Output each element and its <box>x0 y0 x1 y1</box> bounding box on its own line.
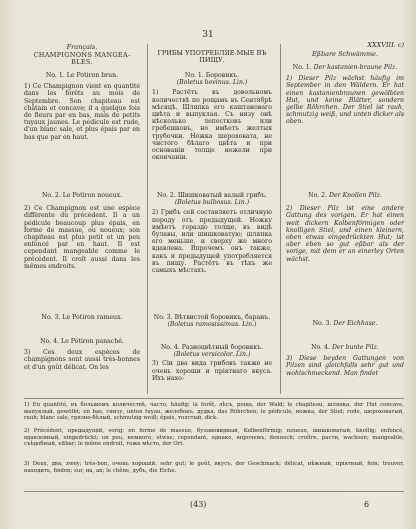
page-number-top: 31 <box>202 30 214 40</box>
text-columns <box>24 42 404 397</box>
entry-name: Der kastanien-braune Pilz. <box>313 64 398 71</box>
entry-number: No. 1. <box>292 64 312 71</box>
entry-number: No. 3. <box>41 314 61 321</box>
entry <box>286 64 404 126</box>
entry-text: 3) Diese beyden Gattungen von Pilzen sind gleichfalls sehr gut und wohlschmeckend. Man findet <box>286 355 404 377</box>
signature-mark: 6 <box>364 500 370 509</box>
entry-text: 2) Ce Champignon est une espèce différente du précédent. Il a un pédicule beaucoup plus épais, en forme de massue, ou noueux; son chapiteau est plus petit et un peu enfoncé par en haut. Il est cependant mangeable comme le précédent. Il croît aussi dans les mêmes endroits. <box>24 205 140 270</box>
entry-text: 2) Грибъ сей составляетъ отличную породу отъ предыдущей. Ножку имѣетъ гораздо толще, въ видѣ булавы, или шишковатую; шляпка его меньше, и сверху же много вдавлена. Впрочемъ онъ также, какъ и предыдущей употребляется въ пищу. Растётъ въ тѣхъ же самыхъ мѣстахъ. <box>152 209 272 275</box>
entry <box>152 314 272 328</box>
entry-text: 3) Ces deux espèces de champignons sont aussi très-bonnes et d'un goût délicat. On les <box>24 349 140 371</box>
german-column <box>286 42 404 397</box>
entry <box>286 320 404 327</box>
entry-number: No. 1. <box>184 72 204 79</box>
entry <box>24 338 140 371</box>
entry-name: Der Knollen Pilz. <box>329 192 382 199</box>
page-number-bottom: (43) <box>190 500 207 509</box>
latin-name: (Boletus versicolor. Lin.) <box>173 351 251 359</box>
section-title: CHAMPIGNONS MANGEA-BLES. <box>33 51 131 67</box>
entry <box>152 344 272 382</box>
entry <box>24 192 140 270</box>
latin-name: (Boletus bulbosus. Lin.) <box>174 199 250 207</box>
entry-name: Вѣтвистой боровикъ, баранъ. <box>174 314 271 321</box>
latin-name: (Boletus bovinus. Lin.) <box>176 79 248 87</box>
french-column <box>24 42 140 397</box>
entry-number: No. 3. <box>153 314 173 321</box>
entry-number: No. 2. <box>308 192 328 199</box>
section-header: XXXVIII. c) <box>367 41 404 49</box>
entry-number: No. 3. <box>312 320 332 327</box>
footnote: 2) Précédent, предыдущій, vorig; en forme de massue, булавовидный, Kolbenförmig; noueux, шишковатый, knollig; enfoncé, вдавленный, eingedrückt; un peu, немного, etwas; cependant, однако, впрочемъ, dennoch; croître, расти, wachsen; mangeable, съѣдобный, eßbar; le même endroit, тоже мѣсто, der Ort. <box>24 428 404 448</box>
entry-name: Le Potiron rameux. <box>62 314 123 321</box>
entry-text: 1) Ce Champignon vient en quantité dans les forêts au mois de Septembre. Son chapiteau est châtain et concave; il a quelque fois de fleurs par en bas, mais de petits tuyaux jaunes. Le pédicule est rude, d'un blanc sale, et plus épais par en bas que par en haut. <box>24 83 140 141</box>
entry-text: 3) Сіи два вида грибовъ также не очень хороши и пріятнаго вкуса. Ихъ нахо- <box>152 360 272 382</box>
footnote: 3) Deux, два, zwey; très-bon, очень хорошій, sehr gut; le goût, вкусъ, der Geschmack; délicat, нѣжный, пріятный, fein; trouver, находить, finden; sur, на, an; le chêne, дубъ, die Eiche. <box>24 461 404 474</box>
entry <box>24 72 140 141</box>
footnote-separator <box>24 398 404 399</box>
entry-name: Le Potiron noueux. <box>62 192 123 199</box>
russian-column <box>152 42 272 397</box>
entry <box>152 72 272 161</box>
entry-name: Le Potiron panaché. <box>60 338 124 345</box>
footnote: 1) En quantité, въ большомъ количествѣ, часто, häufig; la forêt, лѣсъ, роща, der Wald; le chapiteau, шляпка, der Hut concave, выпуклый, gewölbt; en bas, снизу, unten tuyau, желобокъ, дудка, das Röhrchen; le pédicule, ножка, der Stiel; rude, шероховатый, rauh; blanc sale, грязно-бѣлый, schmutzig weiß; épais, толстый, dick. <box>24 402 404 422</box>
bottom-rule <box>24 491 404 492</box>
entry-text: 1) Растётъ въ довольномъ количествѣ по рощамъ въ Сентябрѣ мѣсяцѣ. Шляпка его каштановаго цвѣта и выпуклая. Съ низу онѣ нѣсколько лепестковъ или гребешковъ, но имѣетъ желтыя трубочки. Ножка шероховата, не чистого бѣлаго цвѣта и при основаніи толще нежели при окончаніи. <box>152 89 272 162</box>
entry-name: Le Potiron brun. <box>66 72 119 79</box>
entry-number: No. 4. <box>40 338 59 345</box>
entry <box>152 192 272 274</box>
entry-number: No. 4. <box>160 344 180 351</box>
entry-name: Der Eichhase. <box>333 320 378 327</box>
entry-name: Разноцвѣтный боровикъ. <box>181 344 264 351</box>
entry-name: Der bunte Pilz. <box>331 344 379 351</box>
entry <box>24 314 140 321</box>
entry-number: No. 1. <box>45 72 65 79</box>
entry-number: No. 2. <box>41 192 61 199</box>
entry-number: No. 4. <box>311 344 330 351</box>
entry <box>286 344 404 377</box>
entry-name: Боровикъ. <box>205 72 240 79</box>
section-title: Eßbare Schwämme. <box>311 50 379 58</box>
section-label: Français. <box>66 43 98 51</box>
section-title: ГРИБЫ УПОТРЕБЛЯЕ-МЫЕ ВЪ ПИЩУ. <box>157 49 267 65</box>
entry-name: Шишковатый валый грибъ. <box>177 192 268 199</box>
entry <box>286 192 404 263</box>
entry-number: No. 2. <box>156 192 176 199</box>
latin-name: (Boletus ramosissimus. Lin.) <box>167 321 257 329</box>
entry-text: 2) Dieser Pilz ist eine andere Gattung des vorigen. Er hat einen weit dickern Kolbenförmigen oder knolligen Stiel, und einen kleinern, oben etwas eingedrückten Hut; ist aber eben so gut eßbar als der vorige, mit dem er an einerley Orten wächst. <box>286 205 404 263</box>
entry-text: 1) Dieser Pilz wächst häufig im September in den Wäldern. Er hat einen kastanienbraunen gewölbten Hut, und keine Blätter, sondern gelbe Röhrchen. Der Stiel ist rauh, schmutzig weiß, und unten dicker als oben. <box>286 75 404 126</box>
